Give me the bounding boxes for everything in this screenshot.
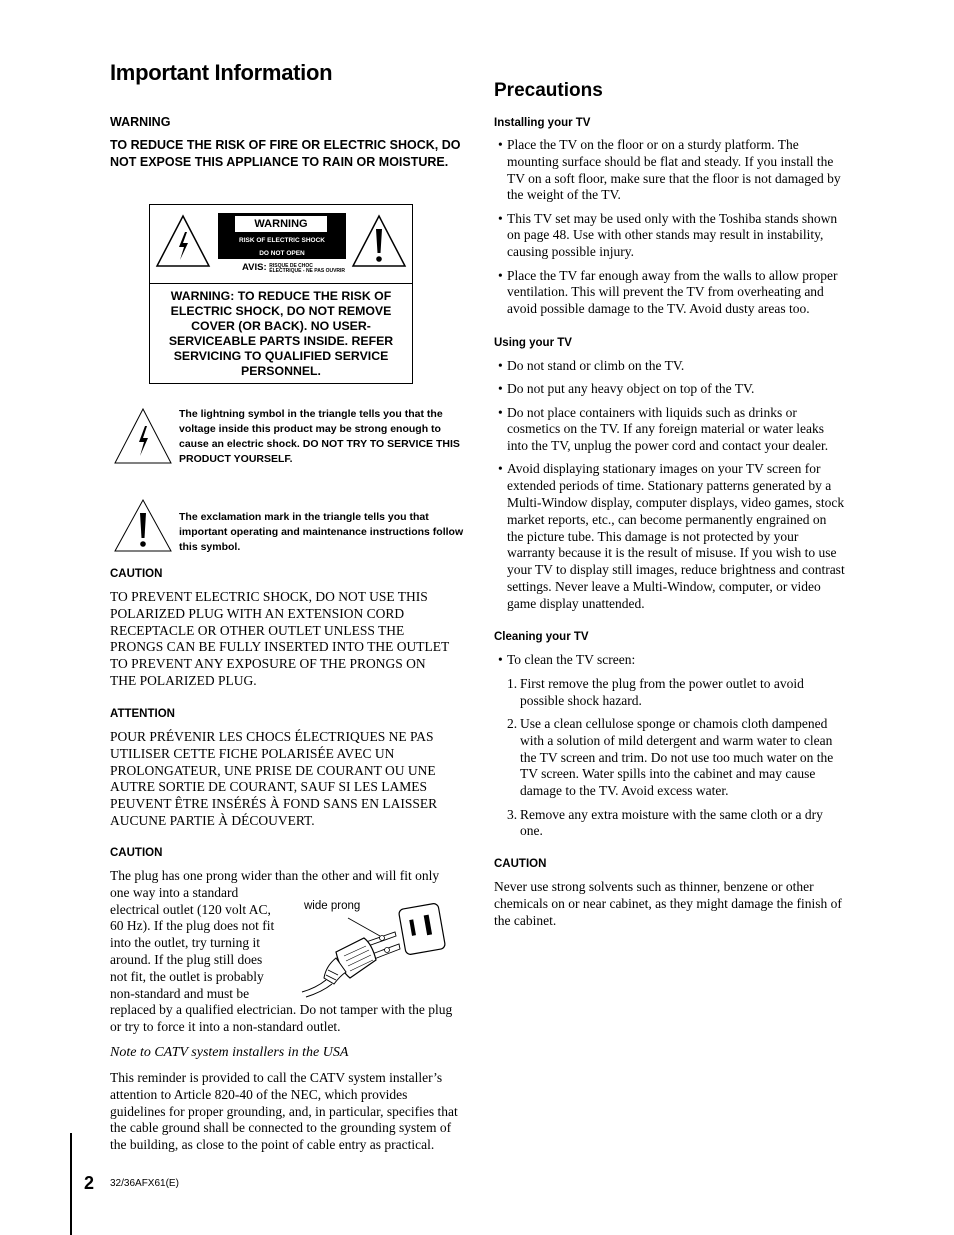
note-text: This reminder is provided to call the CATV system installer’s attention to Article 820-40 of the NEC, which provides guidelines for proper grounding, and, in particular, specifies that the cable ground shall be connected to the grounding system of the building, as close to the point of cable entry as practical.: [110, 1070, 458, 1153]
warning-box-text: WARNING: TO REDUCE THE RISK OF ELECTRIC SHOCK, DO NOT REMOVE COVER (OR BACK). NO USER-SERVICEABLE PARTS INSIDE. REFER SERVICING TO QUALIFIED SERVICE PERSONNEL.: [168, 289, 394, 378]
warning-label-box: [149, 204, 413, 384]
list-item: [494, 676, 846, 710]
list-item: [494, 716, 846, 800]
plug-tail: replaced by a qualified electrician. Do not tamper with the plug or try to force it into a non-standard outlet.: [110, 1002, 453, 1035]
step-text: Use a clean cellulose sponge or chamois cloth dampened with a solution of mild detergent and warm water to clean the TV screen and trim. Do not use too much water on the TV screen. Water spills into the cabinet and may cause damage to the TV. Avoid excess water.: [520, 716, 834, 799]
list-item: • Do not place containers with liquids such as drinks or cosmetics on the TV. If any foreign material or water leaks into the TV, unplug the power cord and contact your dealer.: [494, 405, 846, 455]
polarized-plug-illustration: [296, 900, 448, 998]
exclamation-explanation: The exclamation mark in the triangle tells you that important operating and maintenance instructions follow this symbol.: [179, 511, 464, 553]
list-item: • Do not stand or climb on the TV.: [494, 358, 846, 375]
step-number: 1.: [507, 676, 518, 691]
step-text: Remove any extra moisture with the same cloth or a dry one.: [520, 806, 823, 839]
list-item: [494, 807, 846, 841]
cleaning-intro-list: [494, 652, 846, 675]
caution-label: CAUTION: [110, 847, 163, 859]
avis-small-1: RISQUE DE CHOC: [269, 263, 313, 269]
list-item: • Do not put any heavy object on top of the TV.: [494, 381, 846, 398]
note-heading: Note to CATV system installers in the USA: [110, 1045, 349, 1060]
caution-plug-text: TO PREVENT ELECTRIC SHOCK, DO NOT USE THIS POLARIZED PLUG WITH AN EXTENSION CORD RECEPTACLE OR OTHER OUTLET UNLESS THE PRONGS CAN BE FULLY INSERTED INTO THE OUTLET TO PREVENT ANY EXPOSURE OF THE PRONGS ON THE POLARIZED PLUG.: [110, 589, 449, 688]
using-list: [494, 358, 846, 619]
plug-narrow-line: 60 Hz). If the plug does not fit: [110, 918, 275, 934]
plug-line-1: The plug has one prong wider than the other and will fit only: [110, 868, 440, 883]
warning-text: TO REDUCE THE RISK OF FIRE OR ELECTRIC SHOCK, DO NOT EXPOSE THIS APPLIANCE TO RAIN OR MOISTURE.: [110, 138, 461, 170]
caution-label: CAUTION: [110, 568, 163, 580]
warning-plate: [218, 211, 346, 259]
plug-narrow-line: one way into a standard: [110, 884, 239, 900]
list-item: • Avoid displaying stationary images on your TV screen for extended periods of time. Stationary patterns generated by a Multi-Window display, computer displays, video games, stock market reports, etc., can become permanently engrained on the picture tube. This damage is not protected by your warranty because it is the result of misuse. If you wish to use your TV to display still images, reduce brightness and contrast settings. Never leave a Multi-Window, computer, or video game display unattended.: [494, 461, 846, 612]
lightning-explanation: The lightning symbol in the triangle tells you that the voltage inside this product may be strong enough to cause an electric shock. DO NOT TRY TO SERVICE THIS PRODUCT YOURSELF.: [179, 408, 460, 465]
list-item: • To clean the TV screen:: [494, 652, 846, 669]
plug-narrow-line: around. If the plug still does: [110, 951, 263, 967]
using-label: Using your TV: [494, 337, 572, 349]
plug-narrow-line: into the outlet, try turning it: [110, 935, 260, 951]
page-number: 2: [84, 1173, 95, 1193]
wide-prong-label: wide prong: [304, 900, 361, 912]
list-item: • This TV set may be used only with the Toshiba stands shown on page 48. Use with other stands may result in instability, causing possible injury.: [494, 211, 846, 261]
list-item: • Place the TV on the floor or on a sturdy platform. The mounting surface should be flat and steady. If you install the TV on a soft floor, make sure that the floor is not damaged by the weight of the TV.: [494, 137, 846, 204]
plate-warning-text: WARNING: [235, 216, 327, 232]
exclamation-triangle-icon: [113, 498, 173, 553]
plug-narrow-line: non-standard and must be: [110, 985, 250, 1001]
cleaning-steps: [494, 676, 846, 847]
plate-risk-text: RISK OF ELECTRIC SHOCK: [239, 237, 325, 244]
lightning-triangle-icon: [113, 407, 173, 465]
caution-solvents-text: Never use strong solvents such as thinner, benzene or other chemicals on or near cabinet, as they might damage the finish of the cabinet.: [494, 879, 842, 928]
attention-text: POUR PRÉVENIR LES CHOCS ÉLECTRIQUES NE PAS UTILISER CETTE FICHE POLARISÉE AVEC UN PROLONGATEUR, UNE PRISE DE COURANT OU UNE AUTRE SORTIE DE COURANT, SAUF SI LES LAMES PEUVENT ÊTRE INSÉRÉS À FOND SANS EN LAISSER AUCUNE PARTIE À DÉCOUVERT.: [110, 729, 438, 828]
avis-line: [242, 262, 345, 274]
attention-label: ATTENTION: [110, 708, 175, 720]
precautions-title: Precautions: [494, 80, 603, 101]
exclamation-triangle-icon: [350, 213, 408, 269]
lightning-triangle-icon: [154, 213, 212, 269]
installing-list: [494, 137, 846, 324]
plug-narrow-line: not fit, the outlet is probably: [110, 968, 264, 984]
caution-label: CAUTION: [494, 858, 547, 870]
warning-label: WARNING: [110, 115, 171, 129]
step-number: 3.: [507, 806, 518, 822]
warning-box-top: [150, 205, 412, 284]
page-title: Important Information: [110, 60, 333, 85]
avis-small-2: ÉLECTRIQUE - NE PAS OUVRIR: [269, 268, 346, 274]
installing-label: Installing your TV: [494, 117, 591, 129]
step-number: 2.: [507, 716, 518, 732]
margin-rule: [70, 1133, 72, 1235]
step-text: First remove the plug from the power outlet to avoid possible shock hazard.: [520, 676, 804, 708]
cleaning-label: Cleaning your TV: [494, 631, 589, 643]
avis-label: AVIS:: [242, 262, 267, 273]
plug-narrow-line: electrical outlet (120 volt AC,: [110, 901, 271, 917]
model-number: 32/36AFX61(E): [110, 1178, 179, 1189]
list-item: • Place the TV far enough away from the walls to allow proper ventilation. This will prevent the TV from overheating and avoid possible damage to the TV. Avoid dusty areas too.: [494, 268, 846, 318]
plate-open-text: DO NOT OPEN: [259, 250, 305, 257]
